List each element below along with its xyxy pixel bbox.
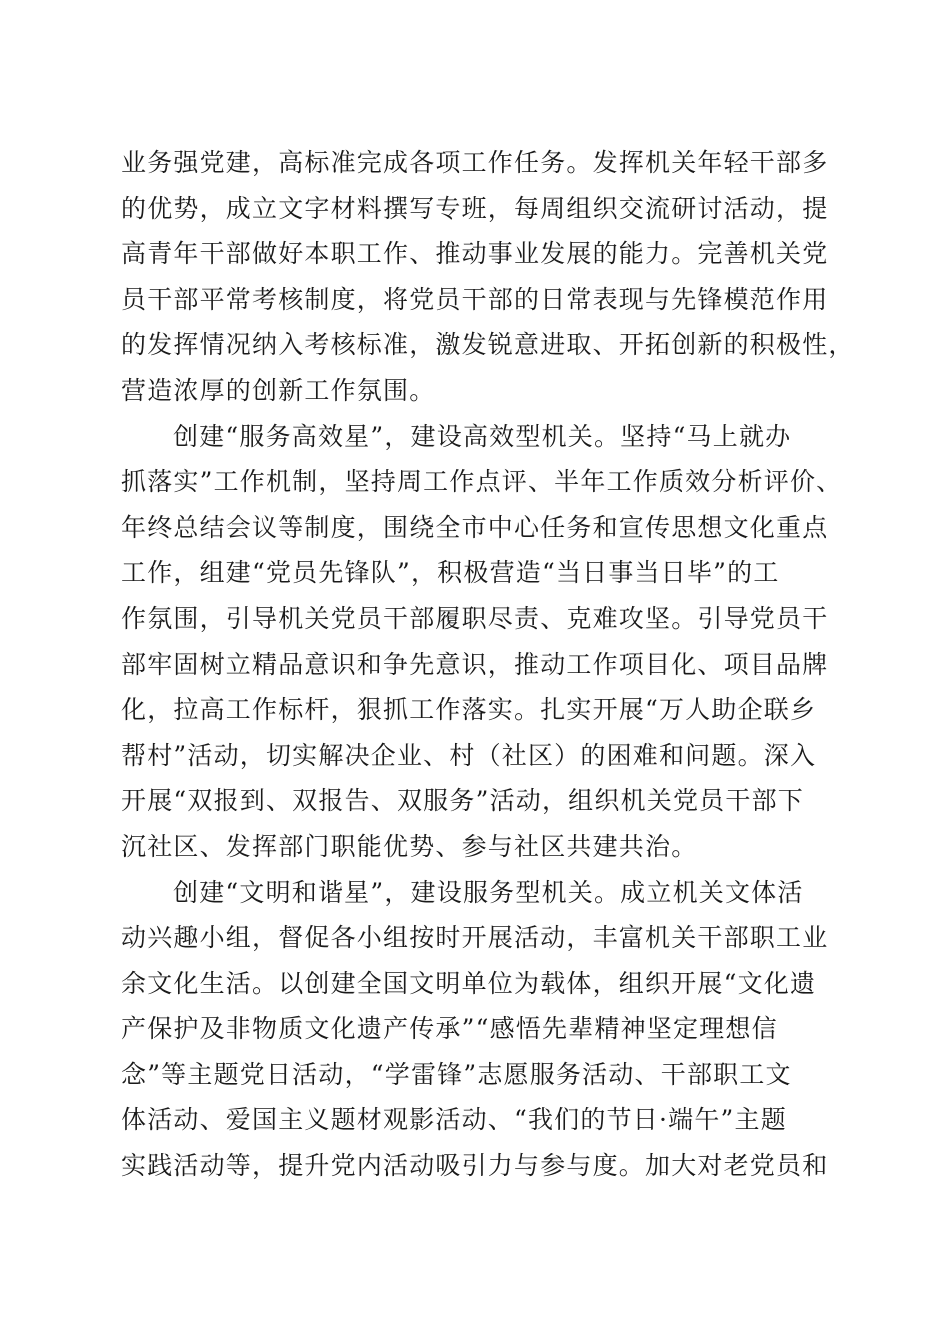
text-line: 的优势，成立文字材料撰写专班，每周组织交流研讨活动，提 (121, 193, 829, 223)
text-line: 员干部平常考核制度，将党员干部的日常表现与先锋模范作用 (121, 284, 829, 314)
text-line: 业务强党建，高标准完成各项工作任务。发挥机关年轻干部多 (121, 148, 829, 177)
text-line: 念”等主题党日活动，“学雷锋”志愿服务活动、干部职工文 (121, 1059, 792, 1089)
text-line: 部牢固树立精品意识和争先意识，推动工作项目化、项目品牌 (121, 649, 829, 679)
text-line: 余文化生活。以创建全国文明单位为载体，组织开展“文化遗 (121, 968, 817, 998)
text-line: 创建“文明和谐星”，建设服务型机关。成立机关文体活 (173, 877, 804, 907)
body-text (121, 140, 855, 1189)
text-line: 体活动、爱国主义题材观影活动、“我们的节日·端午”主题 (121, 1105, 787, 1135)
text-line: 作氛围，引导机关党员干部履职尽责、克难攻坚。引导党员干 (121, 603, 829, 633)
text-line: 年终总结会议等制度，围绕全市中心任务和宣传思想文化重点 (121, 512, 829, 542)
text-line: 动兴趣小组，督促各小组按时开展活动，丰富机关干部职工业 (121, 923, 829, 953)
text-line: 抓落实”工作机制，坚持周工作点评、半年工作质效分析评价、 (121, 467, 843, 497)
text-line: 产保护及非物质文化遗产传承”“感悟先辈精神坚定理想信 (121, 1014, 778, 1044)
text-line: 创建“服务高效星”，建设高效型机关。坚持“马上就办 (173, 421, 792, 451)
text-line: 化，拉高工作标杆，狠抓工作落实。扎实开展“万人助企联乡 (121, 695, 817, 725)
text-line: 沉社区、发挥部门职能优势、参与社区共建共治。 (121, 831, 698, 861)
text-line: 工作，组建“党员先锋队”，积极营造“当日事当日毕”的工 (121, 558, 780, 588)
text-line: 开展“双报到、双报告、双服务”活动，组织机关党员干部下 (121, 786, 804, 816)
text-line: 帮村”活动，切实解决企业、村（社区）的困难和问题。深入 (121, 740, 817, 770)
text-line: 实践活动等，提升党内活动吸引力与参与度。加大对老党员和 (121, 1151, 829, 1181)
text-line: 的发挥情况纳入考核标准，激发锐意进取、开拓创新的积极性， (121, 330, 855, 360)
text-line: 营造浓厚的创新工作氛围。 (121, 375, 436, 405)
text-line: 高青年干部做好本职工作、推动事业发展的能力。完善机关党 (121, 239, 829, 269)
